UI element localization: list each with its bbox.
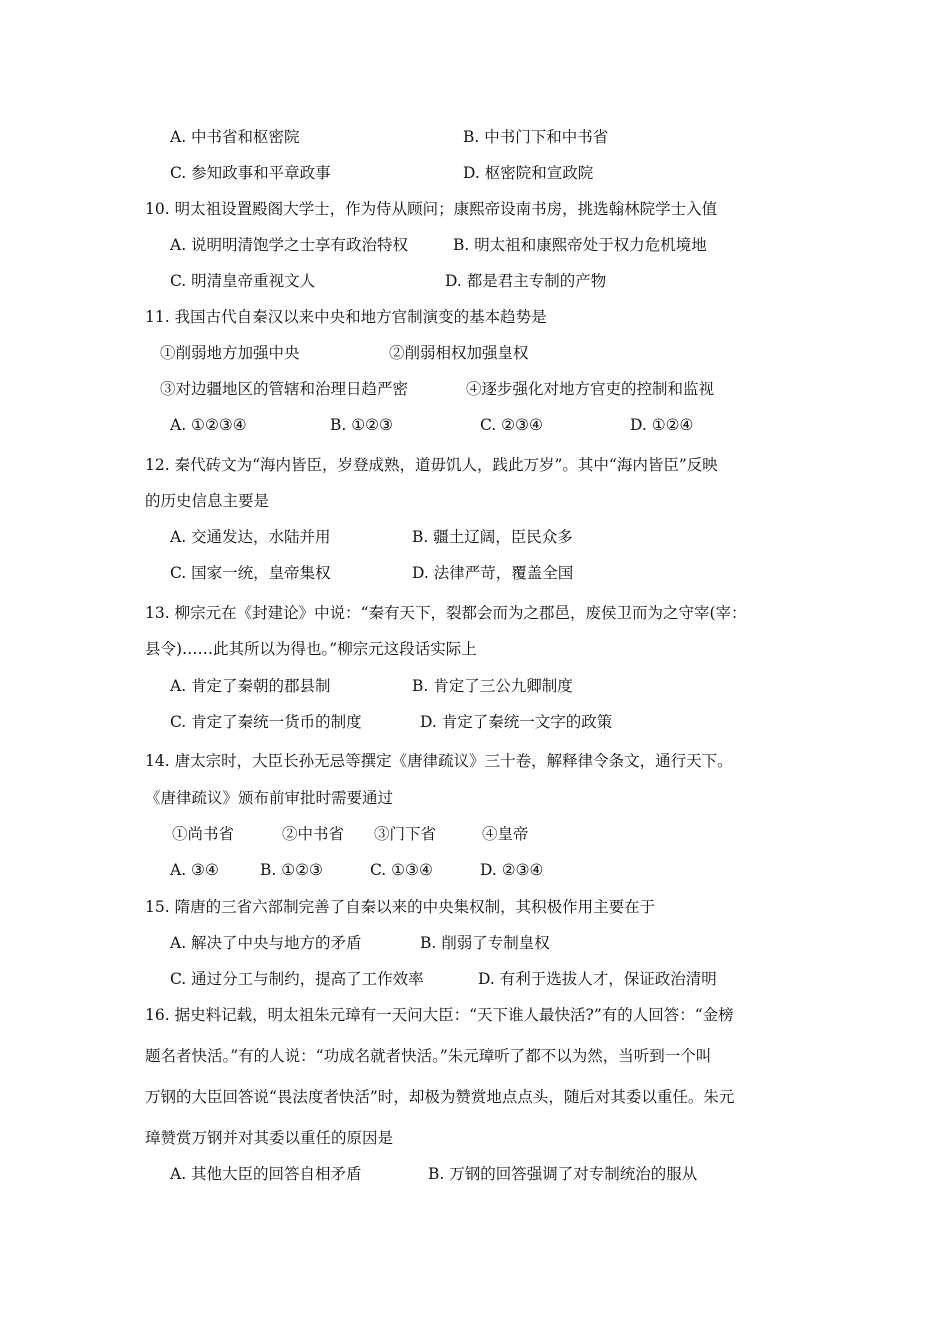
q11-option-b: B. ①②③	[330, 416, 393, 434]
q9-option-d: D. 枢密院和宣政院	[463, 164, 594, 182]
q13-stem-line-2: 县令)……此其所以为得也。”柳宗元这段话实际上	[145, 640, 477, 658]
q14-stem-line-2: 《唐律疏议》颁布前审批时需要通过	[145, 789, 394, 807]
q9-option-b: B. 中书门下和中书省	[463, 128, 609, 146]
q16-stem-line-2: 题名者快活。”有的人说：“功成名就者快活。”朱元璋听了都不以为然，当听到一个叫	[145, 1047, 712, 1065]
q15-stem: 15. 隋唐的三省六部制完善了自秦以来的中央集权制，其积极作用主要在于	[145, 898, 656, 916]
q10-stem: 10. 明太祖设置殿阁大学士，作为侍从顾问；康熙帝设南书房，挑选翰林院学士入值	[145, 200, 718, 218]
q16-option-a: A. 其他大臣的回答自相矛盾	[170, 1165, 362, 1183]
q14-option-d: D. ②③④	[480, 861, 544, 879]
q12-option-b: B. 疆土辽阔，臣民众多	[412, 528, 573, 546]
q13-option-c: C. 肯定了秦统一货币的制度	[170, 713, 362, 731]
q16-option-b: B. 万钢的回答强调了对专制统治的服从	[428, 1165, 698, 1183]
q10-option-d: D. 都是君主专制的产物	[445, 272, 607, 290]
q11-option-d: D. ①②④	[630, 416, 694, 434]
q14-item-3: ③门下省	[374, 825, 437, 843]
q11-option-c: C. ②③④	[480, 416, 543, 434]
q16-stem-line-3: 万钢的大臣回答说“畏法度者快活”时，却极为赞赏地点点头，随后对其委以重任。朱元	[145, 1088, 735, 1106]
q12-option-a: A. 交通发达，水陆并用	[170, 528, 331, 546]
q10-option-b: B. 明太祖和康熙帝处于权力危机境地	[453, 236, 707, 254]
q11-stem: 11. 我国古代自秦汉以来中央和地方官制演变的基本趋势是	[145, 308, 547, 326]
q16-stem-line-4: 璋赞赏万钢并对其委以重任的原因是	[145, 1129, 394, 1147]
q9-option-a: A. 中书省和枢密院	[170, 128, 300, 146]
q11-item-2: ②削弱相权加强皇权	[389, 344, 529, 362]
q14-item-4: ④皇帝	[482, 825, 529, 843]
q15-option-d: D. 有利于选拔人才，保证政治清明	[478, 970, 717, 988]
q14-stem-line-1: 14. 唐太宗时，大臣长孙无忌等撰定《唐律疏议》三十卷，解释律令条文，通行天下。	[145, 752, 733, 770]
q16-stem-line-1: 16. 据史料记载，明太祖朱元璋有一天问大臣：“天下谁人最快活?”有的人回答：“金榜	[145, 1006, 734, 1024]
q14-item-2: ②中书省	[282, 825, 345, 843]
q15-option-c: C. 通过分工与制约，提高了工作效率	[170, 970, 424, 988]
q14-option-a: A. ③④	[170, 861, 219, 879]
q11-item-3: ③对边疆地区的管辖和治理日趋严密	[160, 380, 409, 398]
q12-option-d: D. 法律严苛，覆盖全国	[412, 564, 574, 582]
q9-option-c: C. 参知政事和平章政事	[170, 164, 331, 182]
q14-item-1: ①尚书省	[172, 825, 235, 843]
q12-stem-line-2: 的历史信息主要是	[145, 492, 270, 510]
q14-option-b: B. ①②③	[260, 861, 323, 879]
q13-stem-line-1: 13. 柳宗元在《封建论》中说：“秦有天下，裂都会而为之郡邑，废侯卫而为之守宰(宰：	[145, 604, 747, 622]
q14-option-c: C. ①③④	[370, 861, 433, 879]
q13-option-b: B. 肯定了三公九卿制度	[412, 677, 573, 695]
q11-item-1: ①削弱地方加强中央	[160, 344, 300, 362]
q11-option-a: A. ①②③④	[170, 416, 247, 434]
q12-option-c: C. 国家一统，皇帝集权	[170, 564, 331, 582]
q10-option-a: A. 说明明清饱学之士享有政治特权	[170, 236, 409, 254]
q13-option-a: A. 肯定了秦朝的郡县制	[170, 677, 331, 695]
q11-item-4: ④逐步强化对地方官吏的控制和监视	[466, 380, 715, 398]
q15-option-b: B. 削弱了专制皇权	[420, 934, 550, 952]
q15-option-a: A. 解决了中央与地方的矛盾	[170, 934, 362, 952]
q12-stem-line-1: 12. 秦代砖文为“海内皆臣，岁登成熟，道毋饥人，践此万岁”。其中“海内皆臣”反映	[145, 456, 718, 474]
q13-option-d: D. 肯定了秦统一文字的政策	[420, 713, 613, 731]
q10-option-c: C. 明清皇帝重视文人	[170, 272, 316, 290]
